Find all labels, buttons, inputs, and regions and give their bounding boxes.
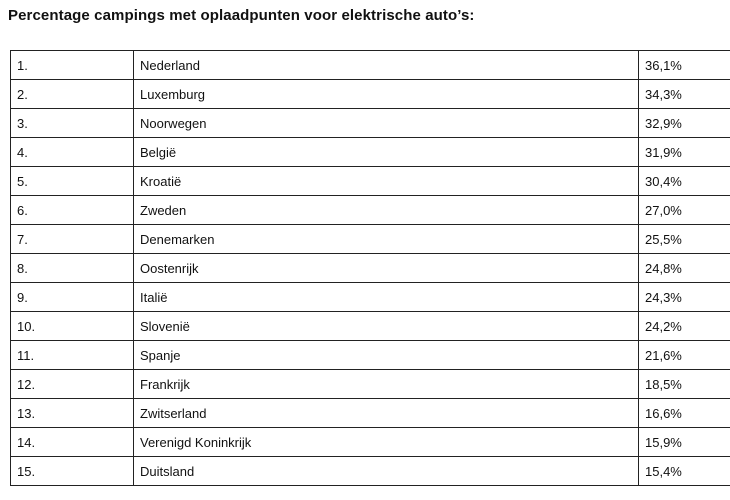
ranking-table-body — [11, 51, 730, 486]
rank-cell: 7. — [11, 225, 134, 254]
rank-cell: 8. — [11, 254, 134, 283]
country-cell: Duitsland — [134, 457, 639, 486]
table-row — [11, 312, 730, 341]
table-row — [11, 167, 730, 196]
rank-cell: 9. — [11, 283, 134, 312]
country-cell: Luxemburg — [134, 80, 639, 109]
table-row — [11, 80, 730, 109]
table-row — [11, 457, 730, 486]
page-title: Percentage campings met oplaadpunten voor elektrische auto’s: — [8, 7, 475, 24]
table-row — [11, 138, 730, 167]
table-row — [11, 370, 730, 399]
country-cell: Zwitserland — [134, 399, 639, 428]
rank-cell: 10. — [11, 312, 134, 341]
percentage-cell: 31,9% — [639, 138, 730, 167]
country-cell: Slovenië — [134, 312, 639, 341]
percentage-cell: 27,0% — [639, 196, 730, 225]
percentage-cell: 15,4% — [639, 457, 730, 486]
country-cell: Oostenrijk — [134, 254, 639, 283]
table-row — [11, 341, 730, 370]
percentage-cell: 25,5% — [639, 225, 730, 254]
percentage-cell: 24,3% — [639, 283, 730, 312]
percentage-cell: 36,1% — [639, 51, 730, 80]
rank-cell: 12. — [11, 370, 134, 399]
rank-cell: 6. — [11, 196, 134, 225]
rank-cell: 3. — [11, 109, 134, 138]
country-cell: België — [134, 138, 639, 167]
table-row — [11, 283, 730, 312]
percentage-cell: 16,6% — [639, 399, 730, 428]
country-cell: Nederland — [134, 51, 639, 80]
table-row — [11, 399, 730, 428]
rank-cell: 4. — [11, 138, 134, 167]
table-row — [11, 51, 730, 80]
percentage-cell: 24,8% — [639, 254, 730, 283]
table-row — [11, 225, 730, 254]
rank-cell: 2. — [11, 80, 134, 109]
country-cell: Kroatië — [134, 167, 639, 196]
country-cell: Frankrijk — [134, 370, 639, 399]
percentage-cell: 24,2% — [639, 312, 730, 341]
percentage-cell: 32,9% — [639, 109, 730, 138]
percentage-cell: 21,6% — [639, 341, 730, 370]
country-cell: Noorwegen — [134, 109, 639, 138]
percentage-cell: 34,3% — [639, 80, 730, 109]
country-cell: Italië — [134, 283, 639, 312]
country-cell: Verenigd Koninkrijk — [134, 428, 639, 457]
table-row — [11, 109, 730, 138]
country-cell: Zweden — [134, 196, 639, 225]
percentage-cell: 30,4% — [639, 167, 730, 196]
rank-cell: 5. — [11, 167, 134, 196]
table-row — [11, 196, 730, 225]
table-row — [11, 428, 730, 457]
country-cell: Spanje — [134, 341, 639, 370]
rank-cell: 15. — [11, 457, 134, 486]
country-cell: Denemarken — [134, 225, 639, 254]
rank-cell: 13. — [11, 399, 134, 428]
percentage-cell: 15,9% — [639, 428, 730, 457]
rank-cell: 14. — [11, 428, 134, 457]
ranking-table — [10, 50, 730, 486]
percentage-cell: 18,5% — [639, 370, 730, 399]
table-row — [11, 254, 730, 283]
rank-cell: 11. — [11, 341, 134, 370]
rank-cell: 1. — [11, 51, 134, 80]
